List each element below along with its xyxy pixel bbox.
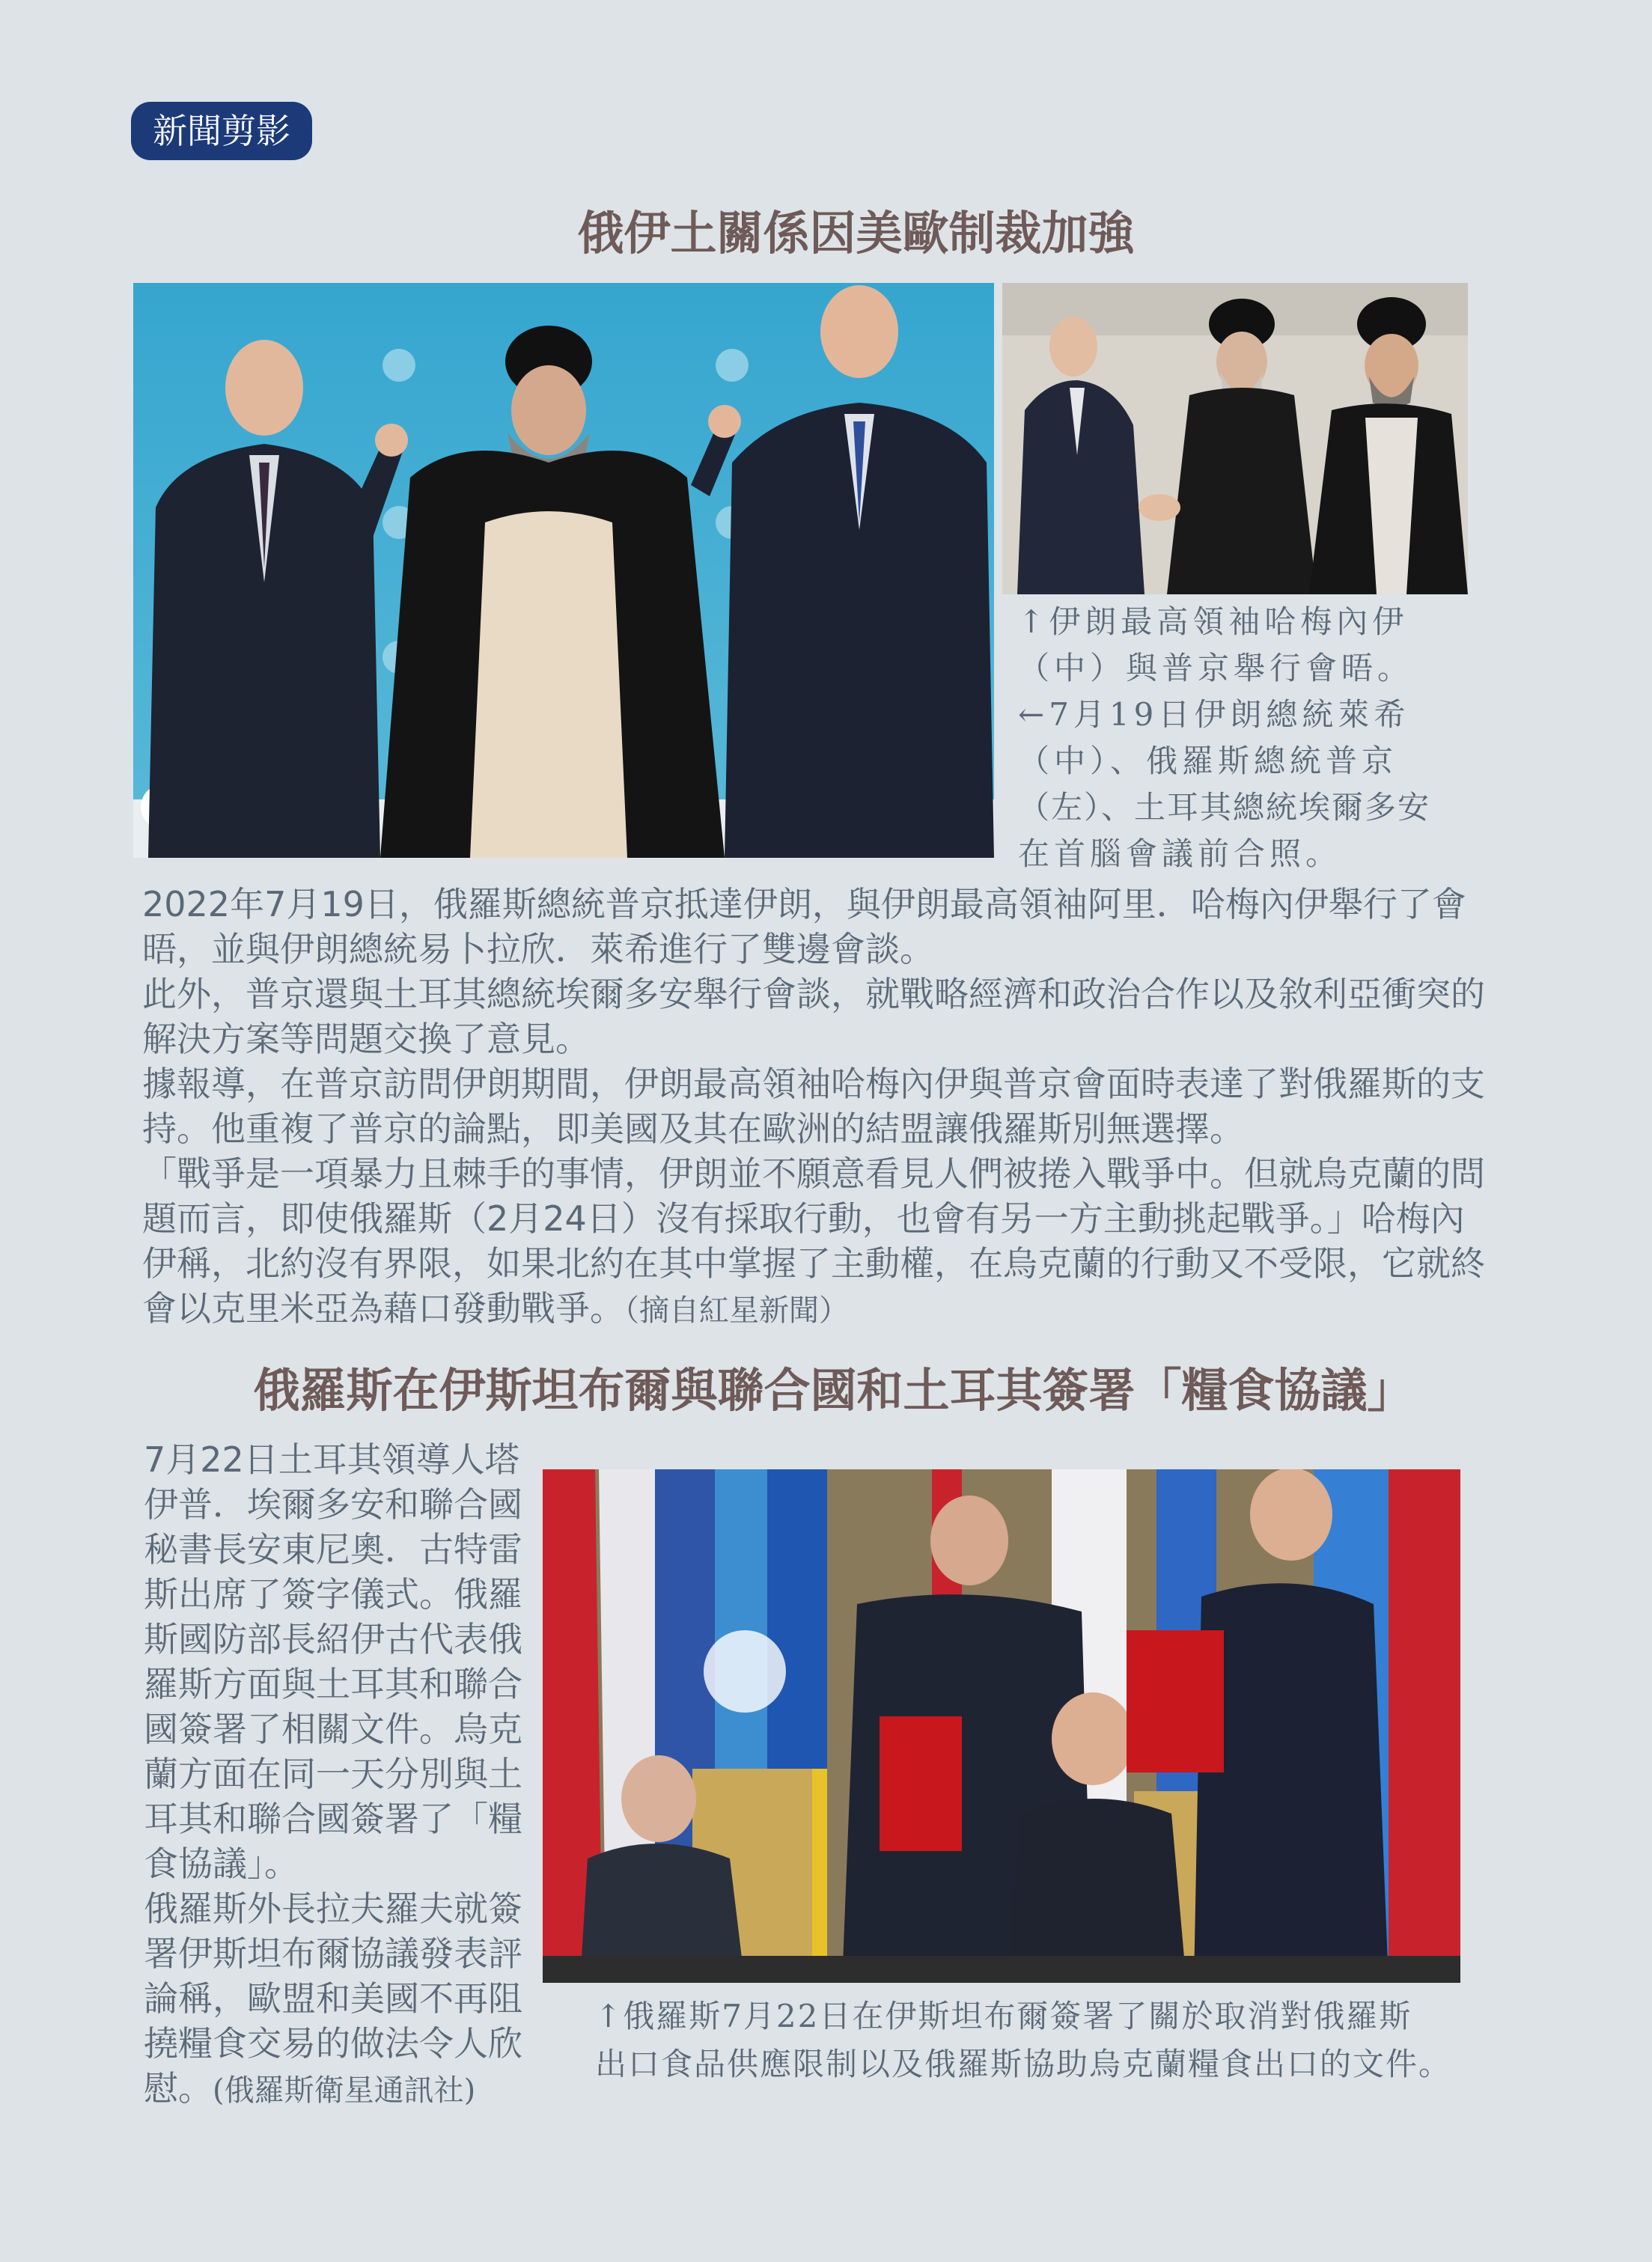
caption-line: （中）、俄羅斯總統普京 <box>1018 743 1398 779</box>
body-line: 俄羅斯外長拉夫羅夫就簽 <box>144 1888 522 1929</box>
body-line: 7月22日土耳其領導人塔 <box>144 1439 519 1480</box>
body-line: 蘭方面在同一天分別與土 <box>144 1754 522 1794</box>
body-line-last <box>142 1286 1475 1333</box>
body-line: 此外，普京還與土耳其總統埃爾多安舉行會談，就戰略經濟和政治合作以及敘利亞衝突的 <box>142 974 1485 1014</box>
body-line: 伊普．埃爾多安和聯合國 <box>144 1484 522 1525</box>
body-line: 斯出席了簽字儀式。俄羅 <box>144 1574 522 1615</box>
source-note: （摘自紅星新聞） <box>624 1293 849 1328</box>
caption-line: （左）、土耳其總統埃爾多安 <box>1018 789 1431 826</box>
article1-body <box>142 882 1485 1333</box>
section-badge: 新聞剪影 <box>131 102 312 160</box>
body-line: 題而言，即使俄羅斯（2月24日）沒有採取行動，也會有另一方主動挑起戰爭。」哈梅內 <box>142 1198 1465 1239</box>
body-line: 羅斯方面與土耳其和聯合 <box>144 1664 522 1704</box>
body-line-last <box>144 2066 525 2113</box>
body-line: 食協議」。 <box>144 1844 299 1884</box>
body-text: 慰。 <box>144 2068 213 2109</box>
body-line: 撓糧食交易的做法令人欣 <box>144 2023 522 2064</box>
body-line: 晤，並與伊朗總統易卜拉欣．萊希進行了雙邊會談。 <box>142 929 934 969</box>
caption-line: ↑俄羅斯7月22日在伊斯坦布爾簽署了關於取消對俄羅斯 <box>595 1998 1412 2034</box>
body-line: 國簽署了相關文件。烏克 <box>144 1709 522 1749</box>
caption-line: 出口食品供應限制以及俄羅斯協助烏克蘭糧食出口的文件。 <box>595 2046 1452 2082</box>
source-note: (俄羅斯衛星通訊社) <box>213 2073 476 2108</box>
caption-line: （中）與普京舉行會晤。 <box>1018 650 1414 686</box>
body-line: 據報導，在普京訪問伊朗期間，伊朗最高領袖哈梅內伊與普京會面時表達了對俄羅斯的支 <box>142 1064 1485 1104</box>
caption-line: 在首腦會議前合照。 <box>1018 835 1342 872</box>
photo-caption-1 <box>1018 599 1475 877</box>
body-line: 秘書長安東尼奧．古特雷 <box>144 1529 522 1570</box>
article2-headline: 俄羅斯在伊斯坦布爾與聯合國和土耳其簽署「糧食協議」 <box>253 1363 1414 1418</box>
body-line: 持。他重複了普京的論點，即美國及其在歐洲的結盟讓俄羅斯別無選擇。 <box>142 1109 1244 1149</box>
body-line: 斯國防部長紹伊古代表俄 <box>144 1619 522 1659</box>
body-line: 署伊斯坦布爾協議發表評 <box>144 1933 522 1974</box>
body-line: 伊稱，北約沒有界限，如果北約在其中掌握了主動權，在烏克蘭的行動又不受限，它就終 <box>142 1243 1485 1284</box>
article2-body <box>144 1437 525 2113</box>
photo-caption-2 <box>595 1993 1471 2088</box>
body-line: 論稱，歐盟和美國不再阻 <box>144 1978 522 2019</box>
body-line: 耳其和聯合國簽署了「糧 <box>144 1799 522 1839</box>
body-line: 「戰爭是一項暴力且棘手的事情，伊朗並不願意看見人們被捲入戰爭中。但就烏克蘭的問 <box>142 1153 1485 1194</box>
article1-headline: 俄伊土關係因美歐制裁加強 <box>577 206 1135 260</box>
body-text: 會以克里米亞為藉口發動戰爭。 <box>142 1288 624 1329</box>
body-line: 2022年7月19日，俄羅斯總統普京抵達伊朗，與伊朗最高領袖阿里．哈梅內伊舉行了會 <box>142 884 1466 924</box>
meeting-photo <box>1002 283 1468 594</box>
signing-photo <box>543 1469 1460 1983</box>
caption-line: ↑伊朗最高領袖哈梅內伊 <box>1018 603 1409 640</box>
summit-photo <box>133 283 994 858</box>
body-line: 解決方案等問題交換了意見。 <box>142 1019 590 1059</box>
caption-line: ←7月19日伊朗總統萊希 <box>1018 696 1410 733</box>
